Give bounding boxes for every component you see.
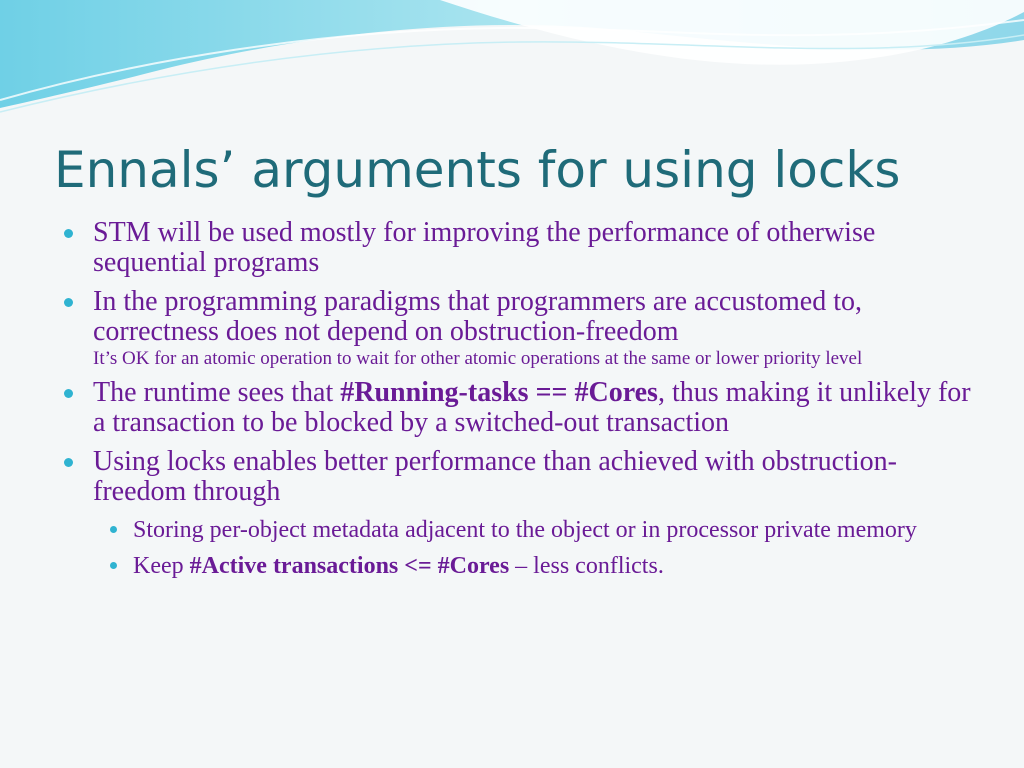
sub-bullet-text-bold: #Active transactions <= #Cores bbox=[189, 553, 510, 579]
bullet-text: STM will be used mostly for improving the performance of otherwise sequential programs bbox=[93, 217, 876, 278]
sub-bullet-dot-icon bbox=[110, 562, 117, 569]
sub-bullet-item bbox=[62, 516, 982, 544]
bullet-dot-icon bbox=[64, 389, 73, 398]
header-wave-decoration bbox=[0, 0, 1024, 120]
bullet-text-tail: , thus making it unlikely for a transaction to be blocked by a switched-out transaction bbox=[93, 377, 971, 438]
bullet-dot-icon bbox=[64, 229, 73, 238]
bullet-text: In the programming paradigms that programmers are accustomed to, correctness does not depend on obstruction-freedom bbox=[93, 286, 862, 347]
sub-bullet-text-tail: – less conflicts. bbox=[509, 553, 664, 579]
bullet-note: It’s OK for an atomic operation to wait for other atomic operations at the same or lower priority level bbox=[93, 348, 863, 369]
bullet-dot-icon bbox=[64, 458, 73, 467]
sub-bullet-item bbox=[62, 552, 982, 580]
sub-bullet-text-lead: Keep bbox=[133, 553, 190, 579]
slide-title: Ennals’ arguments for using locks bbox=[54, 141, 901, 199]
bullet-text-bold: #Running-tasks == #Cores bbox=[340, 377, 658, 408]
bullet-item bbox=[62, 378, 982, 438]
bullet-text-lead: The runtime sees that bbox=[93, 377, 341, 408]
bullet-dot-icon bbox=[64, 298, 73, 307]
sub-bullet-dot-icon bbox=[110, 526, 117, 533]
bullet-text: Using locks enables better performance than achieved with obstruction-freedom through bbox=[93, 446, 897, 507]
bullet-list bbox=[62, 218, 982, 588]
bullet-item bbox=[62, 447, 982, 507]
sub-bullet-text: Storing per-object metadata adjacent to the object or in processor private memory bbox=[133, 517, 917, 543]
bullet-item bbox=[62, 287, 982, 369]
bullet-item bbox=[62, 218, 982, 278]
